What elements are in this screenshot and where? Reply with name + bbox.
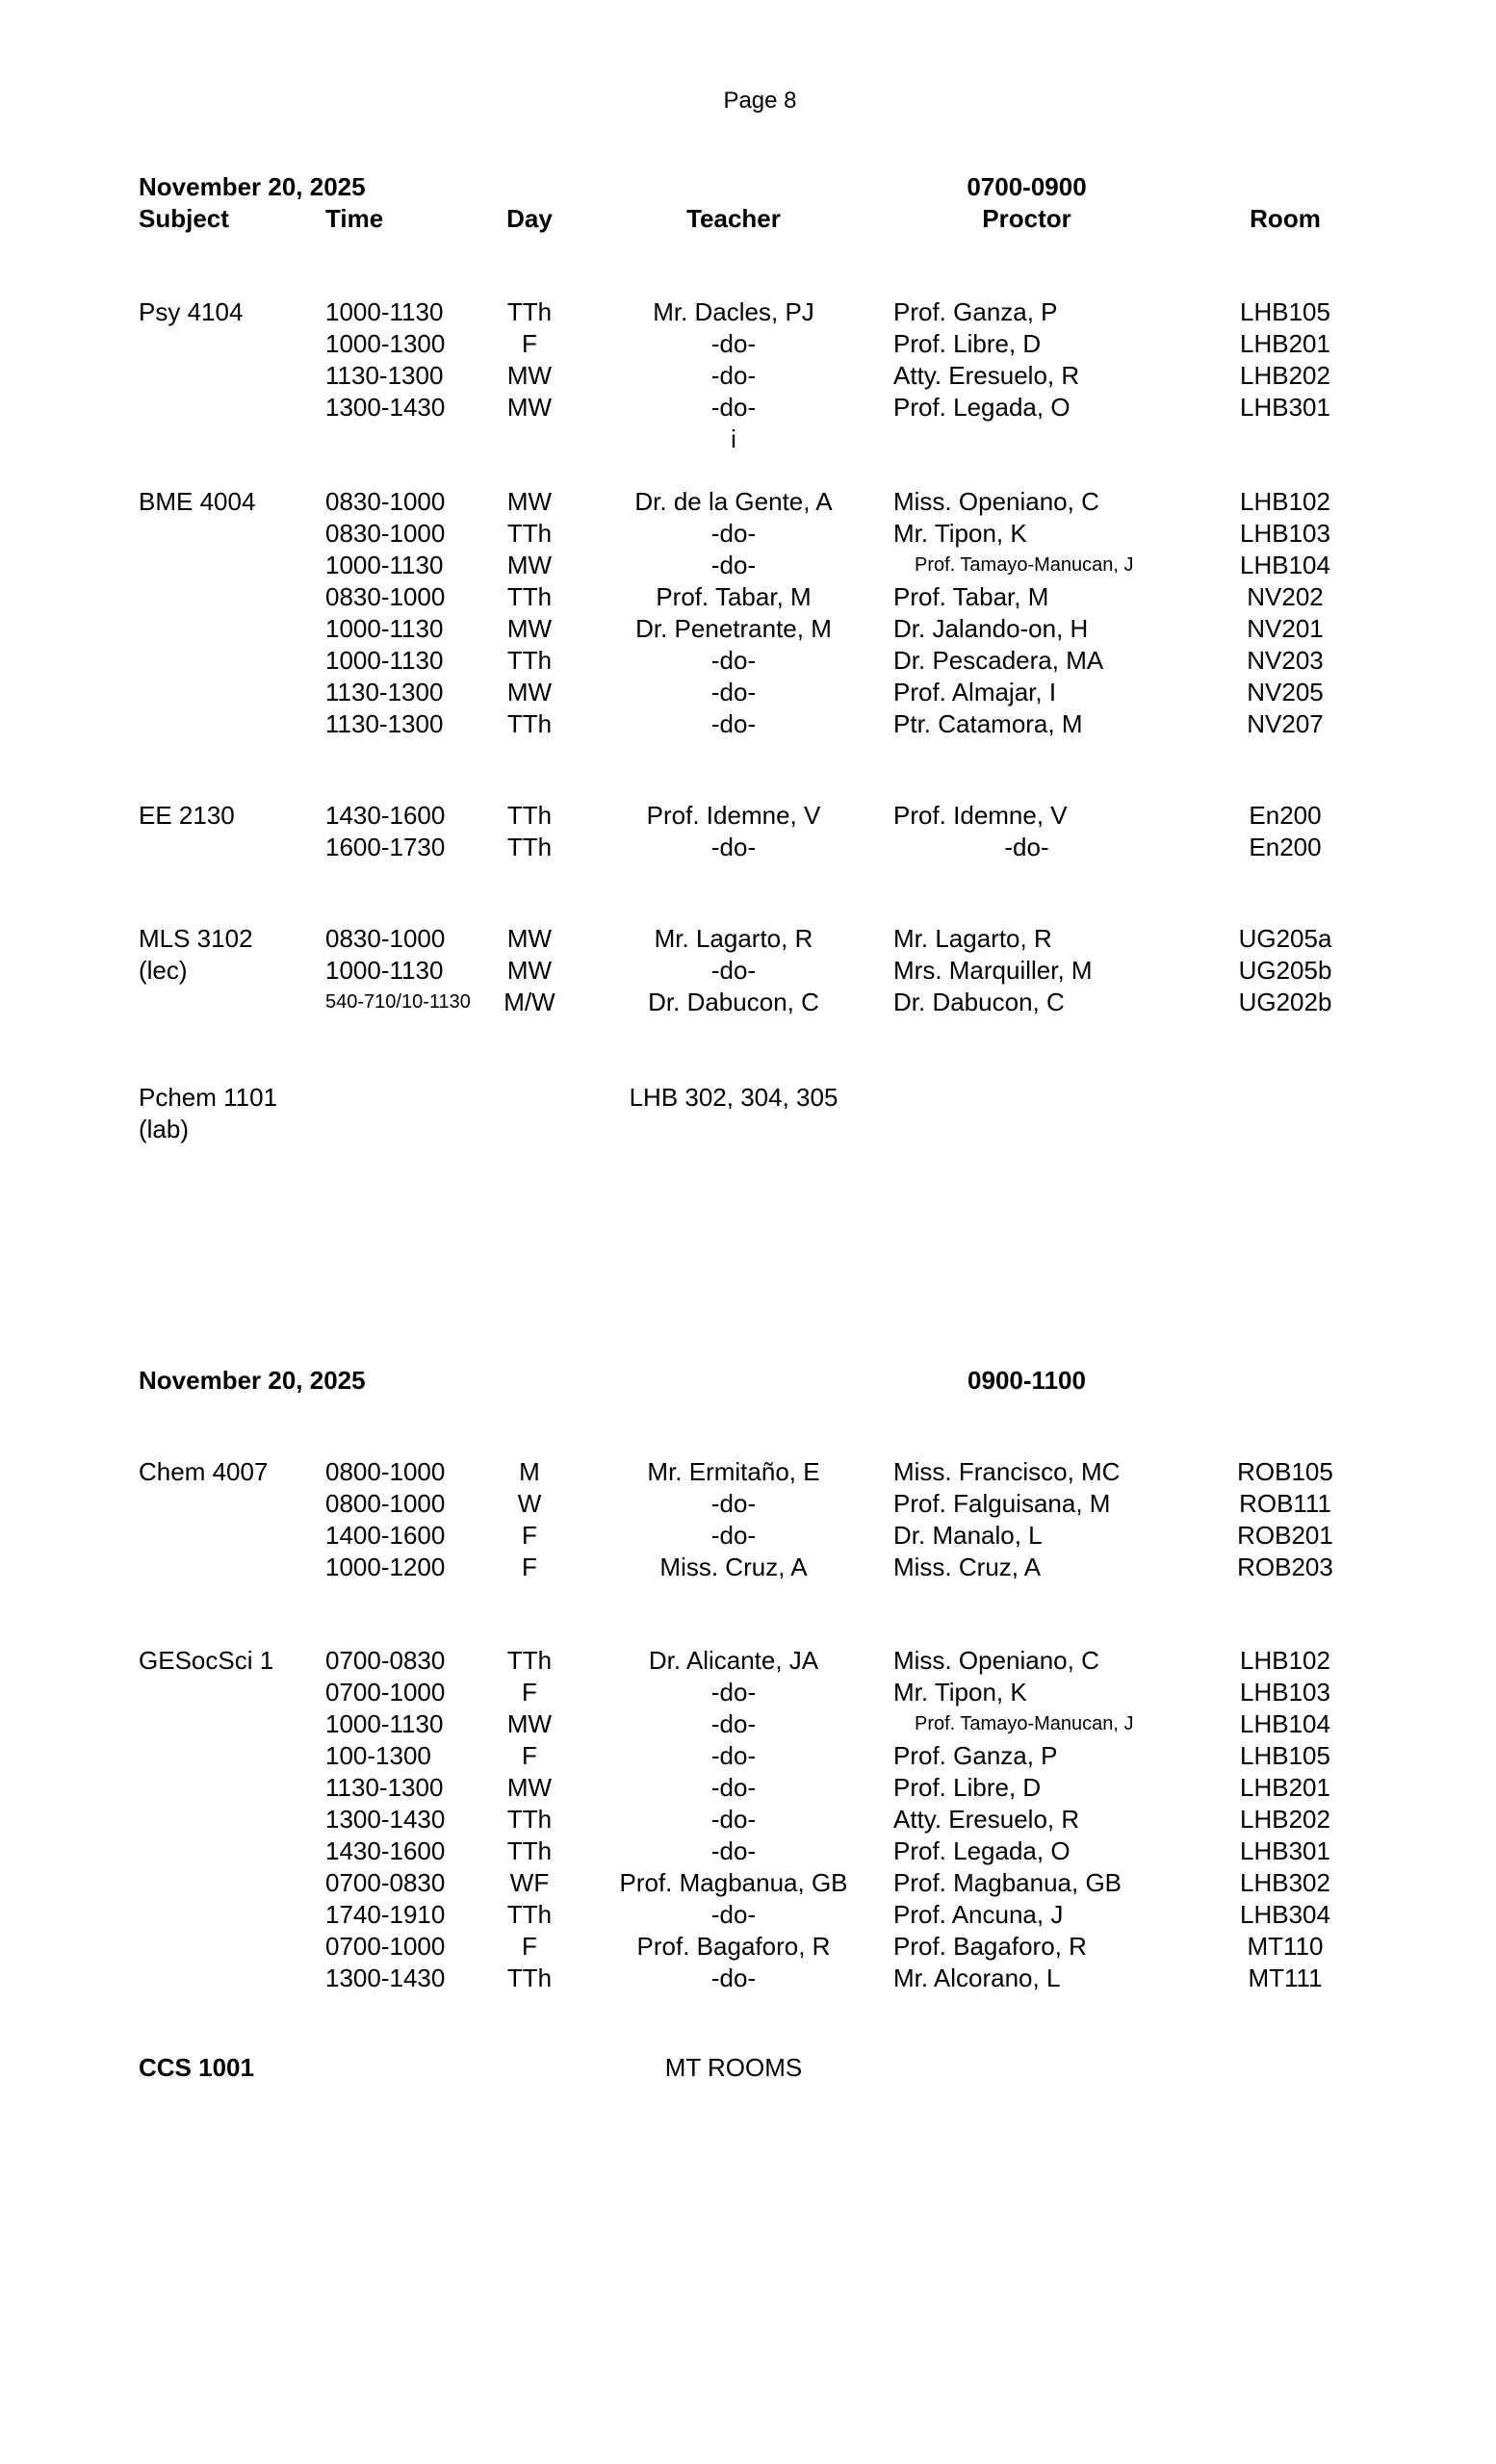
cell-room: UG202b xyxy=(1238,988,1332,1016)
course-row xyxy=(322,296,1496,328)
cell-day: F xyxy=(522,1932,537,1961)
course-subject: MLS 3102 xyxy=(139,924,253,953)
column-header-time: Time xyxy=(325,204,384,233)
cell-teacher: Prof. Bagaforo, R xyxy=(636,1932,831,1961)
cell-time: 1000-1130 xyxy=(325,551,444,579)
cell-proctor: -do- xyxy=(1004,833,1049,861)
course-row xyxy=(322,392,1496,424)
course-block xyxy=(139,1456,1496,1583)
section-date: November 20, 2025 xyxy=(139,1366,366,1395)
cell-time: 1300-1430 xyxy=(325,1805,446,1834)
cell-time: 1000-1130 xyxy=(325,956,444,985)
cell-room: LHB201 xyxy=(1240,1773,1330,1802)
cell-time: 0830-1000 xyxy=(325,924,446,953)
course-row xyxy=(322,613,1496,645)
cell-room: LHB202 xyxy=(1240,1805,1330,1834)
cell-proctor: Miss. Francisco, MC xyxy=(893,1457,1121,1486)
course-row xyxy=(322,1772,1496,1804)
course-row xyxy=(322,1645,1496,1677)
cell-teacher: Dr. Penetrante, M xyxy=(635,614,832,643)
course-subject: EE 2130 xyxy=(139,801,235,830)
course-block xyxy=(139,2052,1496,2116)
cell-room: MT110 xyxy=(1247,1932,1324,1961)
course-row xyxy=(322,1899,1496,1931)
course-note xyxy=(139,328,322,360)
column-header-day: Day xyxy=(506,204,553,233)
cell-day: TTh xyxy=(506,833,553,861)
course-rows xyxy=(322,1645,1496,1994)
course-subject-column xyxy=(139,1082,322,1145)
cell-room: En200 xyxy=(1249,801,1322,830)
course-row xyxy=(322,800,1496,832)
cell-time: 0700-0830 xyxy=(325,1646,446,1675)
cell-teacher: -do- xyxy=(710,393,757,422)
cell-day: MW xyxy=(506,487,553,516)
cell-teacher: Prof. Magbanua, GB xyxy=(619,1868,848,1897)
cell-proctor: Mr. Tipon, K xyxy=(893,1678,1027,1707)
cell-teacher: -do- xyxy=(710,1805,757,1834)
cell-time: 0700-1000 xyxy=(325,1932,446,1961)
cell-room: LHB304 xyxy=(1240,1900,1330,1929)
cell-proctor: Prof. Bagaforo, R xyxy=(893,1932,1087,1961)
cell-time: 1000-1200 xyxy=(325,1553,446,1581)
section-0900-1100 xyxy=(139,1365,1496,2116)
cell-day: MW xyxy=(506,1709,553,1738)
cell-teacher: MT ROOMS xyxy=(664,2053,803,2082)
course-row xyxy=(322,2052,1496,2084)
cell-proctor: Dr. Dabucon, C xyxy=(893,988,1065,1016)
cell-room: En200 xyxy=(1249,833,1322,861)
cell-room: LHB103 xyxy=(1240,1678,1330,1707)
cell-day: TTh xyxy=(506,519,553,548)
course-subject-column xyxy=(139,923,322,1018)
course-row xyxy=(322,1804,1496,1835)
column-header-proctor: Proctor xyxy=(982,204,1071,233)
cell-day xyxy=(456,424,603,455)
cell-teacher: -do- xyxy=(710,646,757,675)
cell-room: LHB102 xyxy=(1240,487,1330,516)
cell-proctor: Prof. Libre, D xyxy=(893,1773,1042,1802)
course-row xyxy=(322,1740,1496,1772)
cell-teacher: -do- xyxy=(710,1964,757,1992)
cell-proctor: Atty. Eresuelo, R xyxy=(893,1805,1080,1834)
cell-proctor: Prof. Idemne, V xyxy=(893,801,1068,830)
section-courses xyxy=(139,296,1496,1145)
cell-room: NV207 xyxy=(1247,709,1324,738)
cell-room: UG205a xyxy=(1238,924,1332,953)
cell-room: LHB202 xyxy=(1240,361,1330,390)
cell-room: LHB104 xyxy=(1240,1709,1330,1738)
course-row xyxy=(322,1520,1496,1552)
cell-day: TTh xyxy=(506,1805,553,1834)
cell-proctor: Prof. Ganza, P xyxy=(893,1741,1058,1770)
cell-day: MW xyxy=(506,678,553,706)
course-row xyxy=(322,1835,1496,1867)
course-row xyxy=(322,328,1496,360)
cell-day: MW xyxy=(506,361,553,390)
course-row xyxy=(322,1963,1496,1994)
course-row xyxy=(322,987,1496,1018)
cell-time: 1130-1300 xyxy=(325,1773,444,1802)
section-header xyxy=(139,1365,1496,1397)
cell-proctor: Miss. Openiano, C xyxy=(893,1646,1099,1675)
cell-proctor: Ptr. Catamora, M xyxy=(893,709,1083,738)
cell-day: MW xyxy=(506,924,553,953)
cell-teacher: Mr. Ermitaño, E xyxy=(647,1457,820,1486)
section-time-slot: 0700-0900 xyxy=(967,172,1087,201)
cell-day: W xyxy=(517,1489,542,1518)
cell-teacher: Mr. Lagarto, R xyxy=(654,924,813,953)
column-header-room: Room xyxy=(1250,204,1321,233)
section-header xyxy=(139,171,1496,235)
cell-day: MW xyxy=(506,956,553,985)
cell-time: 1740-1910 xyxy=(325,1900,446,1929)
cell-time: 1130-1300 xyxy=(325,678,444,706)
course-note xyxy=(139,832,322,863)
cell-teacher: -do- xyxy=(710,1678,757,1707)
cell-teacher: Dr. Alicante, JA xyxy=(648,1646,819,1675)
course-subject: Chem 4007 xyxy=(139,1457,269,1486)
cell-proctor: Atty. Eresuelo, R xyxy=(893,361,1080,390)
course-subject: BME 4004 xyxy=(139,487,256,516)
cell-proctor: Prof. Legada, O xyxy=(893,1836,1070,1865)
cell-day xyxy=(456,2052,603,2084)
course-row xyxy=(322,1456,1496,1488)
course-note xyxy=(139,1677,322,1708)
cell-day: MW xyxy=(506,614,553,643)
cell-proctor xyxy=(864,1082,1189,1114)
cell-room: UG205b xyxy=(1238,956,1332,985)
cell-time: 100-1300 xyxy=(325,1741,431,1770)
course-subject: Pchem 1101 xyxy=(139,1083,278,1112)
cell-time: 0830-1000 xyxy=(325,519,446,548)
course-note: (lab) xyxy=(139,1115,190,1143)
cell-room: LHB201 xyxy=(1240,329,1330,358)
cell-time: 1430-1600 xyxy=(325,801,446,830)
column-header-subject: Subject xyxy=(139,204,229,233)
cell-time: 1300-1430 xyxy=(325,1964,446,1992)
cell-day: TTh xyxy=(506,1964,553,1992)
course-block xyxy=(139,296,1496,455)
cell-room xyxy=(1189,424,1381,455)
course-row xyxy=(322,1708,1496,1740)
cell-proctor: Prof. Libre, D xyxy=(893,329,1042,358)
cell-time: 1000-1300 xyxy=(325,329,446,358)
cell-room xyxy=(1189,2052,1381,2084)
section-header-spacer xyxy=(1189,1365,1381,1397)
course-row xyxy=(322,518,1496,550)
course-rows xyxy=(322,800,1496,863)
cell-teacher: Prof. Tabar, M xyxy=(656,582,812,611)
cell-time: 1430-1600 xyxy=(325,1836,446,1865)
cell-time: 0700-1000 xyxy=(325,1678,446,1707)
cell-teacher: -do- xyxy=(710,956,757,985)
cell-day: F xyxy=(522,1741,537,1770)
cell-teacher: -do- xyxy=(710,361,757,390)
course-row xyxy=(322,645,1496,677)
course-note xyxy=(139,518,322,550)
cell-day: F xyxy=(522,329,537,358)
cell-proctor: Miss. Openiano, C xyxy=(893,487,1099,516)
course-row xyxy=(322,1677,1496,1708)
cell-proctor: Prof. Falguisana, M xyxy=(893,1489,1111,1518)
section-time-slot: 0900-1100 xyxy=(967,1366,1086,1395)
cell-time: 1400-1600 xyxy=(325,1521,446,1550)
cell-day: WF xyxy=(509,1868,550,1897)
cell-day: F xyxy=(522,1678,537,1707)
cell-teacher: Dr. Dabucon, C xyxy=(648,988,819,1016)
cell-time: 1600-1730 xyxy=(325,833,446,861)
course-row xyxy=(322,1082,1496,1114)
cell-time: 1130-1300 xyxy=(325,361,444,390)
course-row xyxy=(322,581,1496,613)
cell-teacher: Mr. Dacles, PJ xyxy=(653,297,814,326)
cell-teacher: -do- xyxy=(710,551,757,579)
cell-room: NV203 xyxy=(1247,646,1324,675)
cell-teacher: i xyxy=(731,424,736,453)
cell-teacher: Dr. de la Gente, A xyxy=(634,487,833,516)
course-row xyxy=(322,550,1496,581)
cell-room: LHB105 xyxy=(1240,1741,1330,1770)
course-subject-column xyxy=(139,486,322,740)
course-block xyxy=(139,1082,1496,1145)
cell-proctor: Prof. Almajar, I xyxy=(893,678,1057,706)
cell-day: MW xyxy=(506,1773,553,1802)
section-date: November 20, 2025 xyxy=(139,172,366,201)
cell-proctor: Prof. Ancuna, J xyxy=(893,1900,1064,1929)
cell-day: TTh xyxy=(506,1646,553,1675)
cell-room: NV205 xyxy=(1247,678,1324,706)
cell-time: 1000-1130 xyxy=(325,297,444,326)
cell-proctor: Mr. Lagarto, R xyxy=(893,924,1052,953)
cell-day: F xyxy=(522,1521,537,1550)
course-row xyxy=(322,1867,1496,1899)
cell-proctor xyxy=(864,2052,1189,2084)
course-row xyxy=(322,708,1496,740)
cell-room: LHB103 xyxy=(1240,519,1330,548)
course-block xyxy=(139,1645,1496,1994)
cell-proctor: Miss. Cruz, A xyxy=(893,1553,1042,1581)
section-header-row xyxy=(139,171,1496,203)
course-row xyxy=(322,1552,1496,1583)
course-subject-column xyxy=(139,2052,322,2116)
cell-time: 0700-0830 xyxy=(325,1868,446,1897)
cell-proctor: Prof. Legada, O xyxy=(893,393,1070,422)
course-note xyxy=(139,1488,322,1520)
cell-room: LHB301 xyxy=(1240,1836,1330,1865)
cell-time xyxy=(322,2052,456,2084)
cell-teacher: -do- xyxy=(710,1489,757,1518)
cell-room: LHB102 xyxy=(1240,1646,1330,1675)
cell-proctor: Prof. Magbanua, GB xyxy=(893,1868,1122,1897)
course-block xyxy=(139,800,1496,863)
cell-time: 540-710/10-1130 xyxy=(325,991,471,1013)
section-courses xyxy=(139,1456,1496,2116)
course-row xyxy=(322,486,1496,518)
cell-teacher: -do- xyxy=(710,329,757,358)
cell-day: TTh xyxy=(506,582,553,611)
cell-proctor: Mrs. Marquiller, M xyxy=(893,956,1093,985)
cell-day: MW xyxy=(506,393,553,422)
cell-proctor: Mr. Alcorano, L xyxy=(893,1964,1061,1992)
cell-room: ROB105 xyxy=(1237,1457,1333,1486)
course-rows xyxy=(322,1082,1496,1145)
cell-time: 0800-1000 xyxy=(325,1489,446,1518)
cell-teacher: -do- xyxy=(710,1709,757,1738)
cell-teacher: Prof. Idemne, V xyxy=(646,801,821,830)
cell-teacher: -do- xyxy=(710,1741,757,1770)
cell-teacher: -do- xyxy=(710,1900,757,1929)
course-subject-column xyxy=(139,1645,322,1994)
cell-proctor: Mr. Tipon, K xyxy=(893,519,1027,548)
course-subject-column xyxy=(139,1456,322,1583)
cell-room: NV202 xyxy=(1247,582,1324,611)
course-rows xyxy=(322,1456,1496,1583)
cell-proctor: Prof. Ganza, P xyxy=(893,297,1058,326)
cell-day: TTh xyxy=(506,1900,553,1929)
cell-teacher: -do- xyxy=(710,1836,757,1865)
cell-teacher: -do- xyxy=(710,833,757,861)
course-row xyxy=(322,1931,1496,1963)
cell-day: TTh xyxy=(506,297,553,326)
cell-proctor: Dr. Pescadera, MA xyxy=(893,646,1104,675)
cell-room: ROB203 xyxy=(1237,1553,1333,1581)
course-rows xyxy=(322,486,1496,740)
page-number: Page 8 xyxy=(723,88,797,114)
cell-day: TTh xyxy=(506,1836,553,1865)
cell-proctor xyxy=(864,424,1189,455)
course-subject: Psy 4104 xyxy=(139,297,244,326)
section-0700-0900 xyxy=(139,171,1496,1145)
column-header-row xyxy=(139,203,1496,235)
course-rows xyxy=(322,2052,1496,2116)
course-row xyxy=(322,955,1496,987)
course-row xyxy=(322,923,1496,955)
cell-room: LHB302 xyxy=(1240,1868,1330,1897)
cell-time xyxy=(322,424,456,455)
course-subject-column xyxy=(139,296,322,455)
cell-proctor: Dr. Jalando-on, H xyxy=(893,614,1089,643)
cell-day: F xyxy=(522,1553,537,1581)
cell-teacher: -do- xyxy=(710,709,757,738)
section-header-row xyxy=(139,1365,1496,1397)
course-row xyxy=(322,832,1496,863)
course-block xyxy=(139,486,1496,740)
cell-room xyxy=(1189,1082,1381,1114)
course-subject: CCS 1001 xyxy=(139,2053,254,2082)
cell-time: 1300-1430 xyxy=(325,393,446,422)
cell-teacher: -do- xyxy=(710,1521,757,1550)
course-subject-column xyxy=(139,800,322,863)
course-note: (lec) xyxy=(139,956,188,985)
cell-time: 1000-1130 xyxy=(325,646,444,675)
cell-room: MT111 xyxy=(1248,1964,1323,1992)
cell-proctor: Prof. Tamayo-Manucan, J xyxy=(915,1713,1134,1734)
cell-room: LHB301 xyxy=(1240,393,1330,422)
cell-room: NV201 xyxy=(1247,614,1324,643)
course-row xyxy=(322,1488,1496,1520)
cell-teacher: -do- xyxy=(710,519,757,548)
cell-room: LHB105 xyxy=(1240,297,1330,326)
course-row xyxy=(322,424,1496,455)
cell-room: ROB111 xyxy=(1239,1489,1331,1518)
cell-day: TTh xyxy=(506,646,553,675)
cell-teacher: -do- xyxy=(710,1773,757,1802)
course-note xyxy=(139,2084,322,2116)
cell-teacher: Miss. Cruz, A xyxy=(659,1553,808,1581)
cell-time: 1000-1130 xyxy=(325,1709,444,1738)
course-rows xyxy=(322,923,1496,1018)
cell-time xyxy=(322,1082,456,1114)
cell-proctor: Prof. Tabar, M xyxy=(893,582,1049,611)
cell-day: TTh xyxy=(506,801,553,830)
cell-day: MW xyxy=(506,551,553,579)
column-header-teacher: Teacher xyxy=(686,204,781,233)
cell-time: 0830-1000 xyxy=(325,582,446,611)
cell-time: 0800-1000 xyxy=(325,1457,446,1486)
cell-day: M/W xyxy=(503,988,555,1016)
cell-proctor: Dr. Manalo, L xyxy=(893,1521,1043,1550)
cell-teacher: LHB 302, 304, 305 xyxy=(629,1083,838,1112)
section-header-spacer xyxy=(1189,171,1381,203)
cell-time: 0830-1000 xyxy=(325,487,446,516)
course-block xyxy=(139,923,1496,1018)
cell-teacher: -do- xyxy=(710,678,757,706)
course-rows xyxy=(322,296,1496,455)
cell-time: 1000-1130 xyxy=(325,614,444,643)
cell-room: LHB104 xyxy=(1240,551,1330,579)
cell-room: ROB201 xyxy=(1237,1521,1333,1550)
cell-time: 1130-1300 xyxy=(325,709,444,738)
cell-proctor: Prof. Tamayo-Manucan, J xyxy=(915,554,1134,576)
cell-day xyxy=(456,1082,603,1114)
cell-day: M xyxy=(519,1457,540,1486)
course-subject: GESocSci 1 xyxy=(139,1646,274,1675)
course-row xyxy=(322,677,1496,708)
course-row xyxy=(322,360,1496,392)
cell-day: TTh xyxy=(506,709,553,738)
